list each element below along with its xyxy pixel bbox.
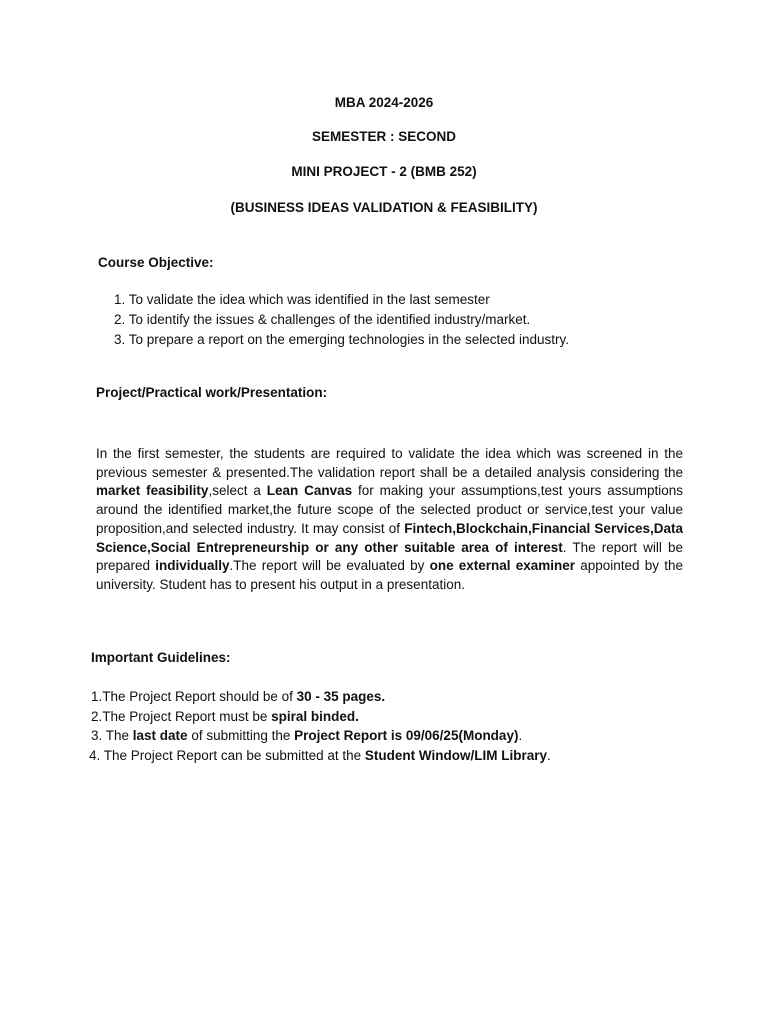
- bold-run: market feasibility: [96, 483, 209, 499]
- guidelines-list: [91, 687, 551, 765]
- list-text: To identify the issues & challenges of the identified industry/market.: [128, 311, 531, 327]
- text-run: .The report will be evaluated by: [229, 558, 430, 574]
- list-item: [114, 310, 569, 330]
- text-run: ,select a: [208, 483, 267, 499]
- project-description: [96, 445, 683, 595]
- bold-run: last date: [132, 728, 188, 743]
- project-subtitle: (BUSINESS IDEAS VALIDATION & FEASIBILITY): [230, 200, 538, 215]
- text-run: of submitting the: [187, 728, 295, 743]
- list-text: To validate the idea which was identified in the last semester: [128, 292, 490, 307]
- text-run: 3. The: [91, 728, 133, 743]
- text-run: 1.The Project Report should be of: [91, 689, 297, 704]
- bold-run: Project Report is 09/06/25(Monday): [294, 728, 519, 743]
- guideline-item: [91, 707, 551, 727]
- bold-run: Student Window/LIM Library: [364, 747, 548, 763]
- text-run: .: [518, 728, 523, 743]
- bold-run: 30 - 35 pages.: [296, 689, 386, 704]
- project-title: MINI PROJECT - 2 (BMB 252): [291, 164, 477, 179]
- semester-title: SEMESTER : SECOND: [311, 129, 457, 144]
- list-number: 3.: [114, 331, 126, 347]
- list-number: 1.: [114, 292, 126, 307]
- guideline-item: [91, 687, 551, 707]
- guideline-item: [91, 726, 551, 746]
- project-heading: Project/Practical work/Presentation:: [96, 385, 328, 400]
- program-title: MBA 2024-2026: [334, 95, 434, 110]
- text-run: .: [547, 747, 551, 763]
- list-text: To prepare a report on the emerging technologies in the selected industry.: [128, 331, 570, 347]
- bold-run: individually: [155, 558, 230, 574]
- bold-run: Fintech,Blockchain,Financial Services,Data Science,Social Entrepreneurship or any other suitable area of interest: [96, 520, 683, 555]
- course-objective-heading: Course Objective:: [98, 255, 214, 270]
- objective-list: [114, 290, 569, 349]
- text-run: appointed by the university. Student has to present his output in a presentation.: [96, 558, 683, 592]
- bold-run: one external examiner: [429, 558, 576, 574]
- bold-run: spiral binded.: [271, 708, 359, 724]
- text-run: In the first semester, the students are required to validate the idea which was screened in the previous semester & presented.The validation report shall be a detailed analysis considering the: [96, 446, 683, 480]
- text-run: . The report will be prepared: [96, 539, 683, 574]
- list-item: [114, 330, 569, 350]
- text-run: 4. The Project Report can be submitted at the: [89, 747, 365, 763]
- list-item: [114, 290, 569, 310]
- text-run: for making your assumptions,test yours assumptions around the identified market,the future scope of the selected product or service,test your value proposition,and selected industry. It may consist of: [96, 483, 684, 536]
- guideline-item: [89, 746, 551, 766]
- list-number: 2.: [114, 311, 126, 327]
- guidelines-heading: Important Guidelines:: [91, 650, 231, 665]
- bold-run: Lean Canvas: [266, 483, 353, 499]
- text-run: 2.The Project Report must be: [91, 708, 272, 724]
